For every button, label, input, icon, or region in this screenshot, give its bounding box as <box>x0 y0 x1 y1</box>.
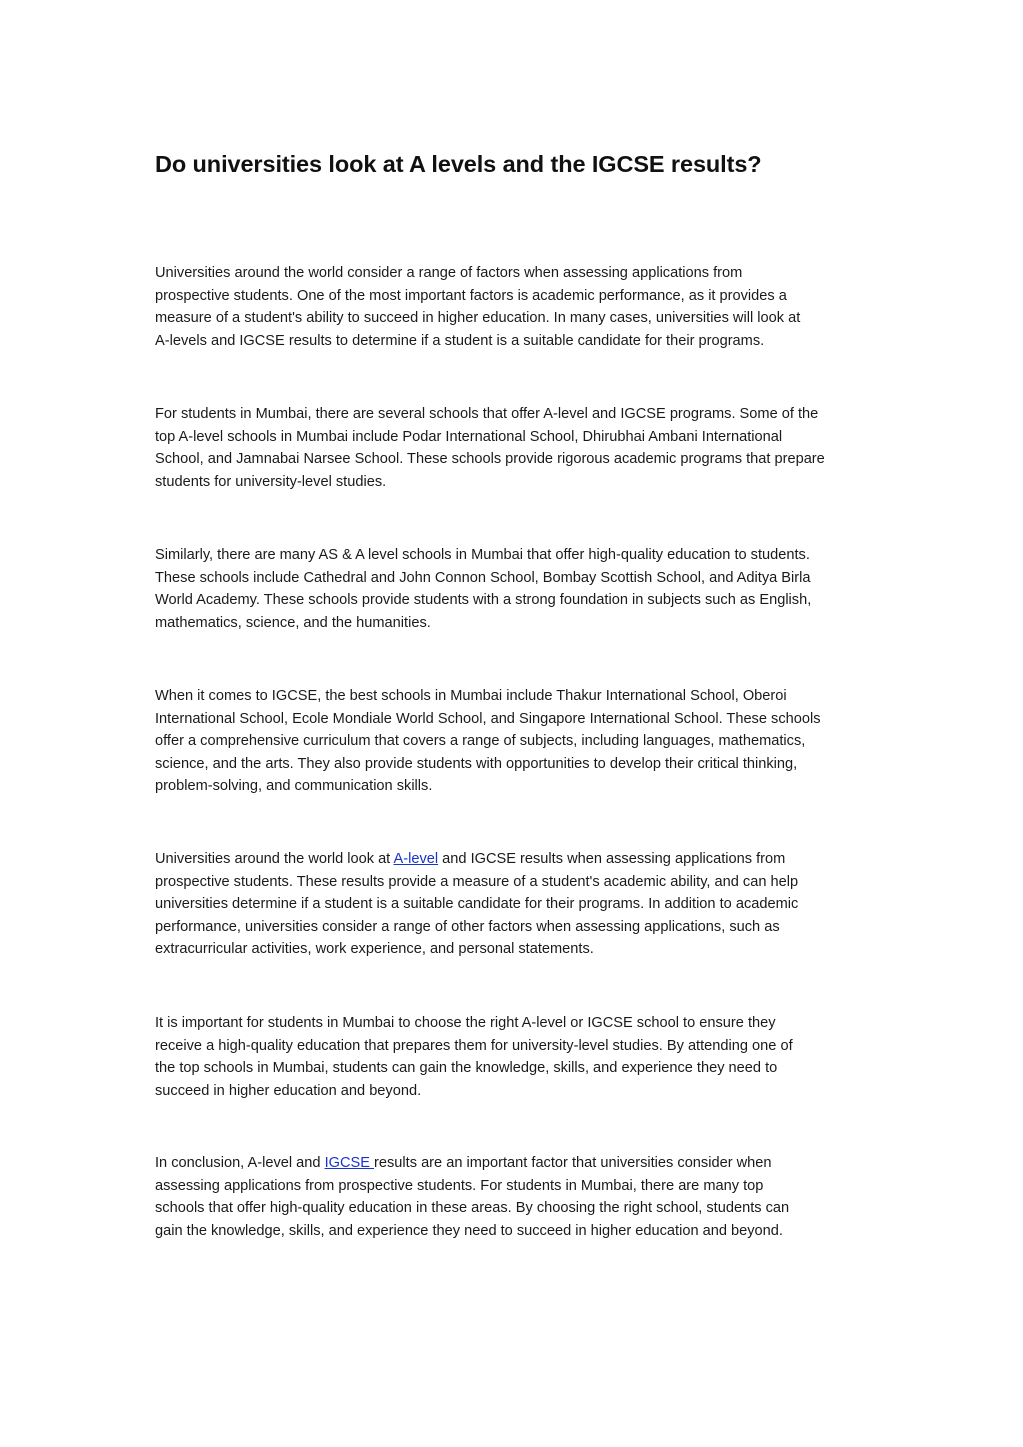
paragraph-line: measure of a student's ability to succeed in higher education. In many cases, universities will look at <box>155 310 801 327</box>
paragraph-line: universities determine if a student is a suitable candidate for their programs. In addition to academic <box>155 896 799 913</box>
paragraph-line: students for university-level studies. <box>155 473 387 490</box>
paragraph-line: receive a high-quality education that prepares them for university-level studies. By attending one of <box>155 1037 793 1054</box>
paragraph-igcse-schools <box>155 685 877 798</box>
paragraph-text: results are an important factor that universities consider when <box>374 1155 772 1171</box>
paragraph-line: For students in Mumbai, there are several schools that offer A-level and IGCSE programs. Some of the <box>155 406 819 422</box>
paragraph-line: When it comes to IGCSE, the best schools in Mumbai include Thakur International School, Oberoi <box>155 688 787 704</box>
paragraph-line: World Academy. These schools provide students with a strong foundation in subjects such as English, <box>155 592 812 609</box>
paragraph-a-level-schools <box>155 403 877 493</box>
paragraph-line: These schools include Cathedral and John Connon School, Bombay Scottish School, and Aditya Birla <box>155 569 811 586</box>
paragraph-line: International School, Ecole Mondiale World School, and Singapore International School. These schools <box>155 710 821 727</box>
paragraph-line: Universities around the world consider a range of factors when assessing applications from <box>155 265 743 281</box>
paragraph-text: Universities around the world look at <box>155 851 394 867</box>
paragraph-line: assessing applications from prospective students. For students in Mumbai, there are many top <box>155 1177 764 1194</box>
paragraph-line: gain the knowledge, skills, and experience they need to succeed in higher education and beyond. <box>155 1222 783 1239</box>
paragraph-universities-look <box>155 848 877 961</box>
paragraph-line: prospective students. These results provide a measure of a student's academic ability, and can help <box>155 873 799 890</box>
paragraph-line <box>155 848 877 871</box>
paragraph-line: performance, universities consider a range of other factors when assessing applications, such as <box>155 918 780 935</box>
paragraph-line: prospective students. One of the most important factors is academic performance, as it provides a <box>155 287 787 304</box>
paragraph-as-a-level-schools <box>155 544 877 634</box>
paragraph-line: Similarly, there are many AS & A level schools in Mumbai that offer high-quality education to students. <box>155 547 810 563</box>
paragraph-line: It is important for students in Mumbai to choose the right A-level or IGCSE school to ensure they <box>155 1015 776 1031</box>
paragraph-line: extracurricular activities, work experience, and personal statements. <box>155 941 594 958</box>
paragraph-conclusion <box>155 1152 877 1242</box>
a-level-link[interactable]: A-level <box>393 851 439 867</box>
paragraph-line: offer a comprehensive curriculum that covers a range of subjects, including languages, mathematics, <box>155 733 806 750</box>
paragraph-intro <box>155 262 877 352</box>
page-title: Do universities look at A levels and the IGCSE results? <box>155 151 762 177</box>
paragraph-line: A-levels and IGCSE results to determine if a student is a suitable candidate for their programs. <box>155 332 765 349</box>
paragraph-text: and IGCSE results when assessing applications from <box>438 851 786 867</box>
igcse-link[interactable]: IGCSE <box>324 1155 375 1171</box>
paragraph-line <box>155 1152 877 1175</box>
paragraph-line: top A-level schools in Mumbai include Podar International School, Dhirubhai Ambani International <box>155 428 783 445</box>
paragraph-line: science, and the arts. They also provide students with opportunities to develop their critical thinking, <box>155 755 798 772</box>
paragraph-line: the top schools in Mumbai, students can gain the knowledge, skills, and experience they need to <box>155 1060 778 1077</box>
paragraph-line: School, and Jamnabai Narsee School. These schools provide rigorous academic programs that prepare <box>155 451 825 468</box>
paragraph-line: succeed in higher education and beyond. <box>155 1082 422 1099</box>
paragraph-line: schools that offer high-quality education in these areas. By choosing the right school, students can <box>155 1200 790 1217</box>
paragraph-line: mathematics, science, and the humanities. <box>155 614 431 631</box>
paragraph-line: problem-solving, and communication skills. <box>155 778 433 795</box>
paragraph-text: In conclusion, A-level and <box>155 1155 325 1171</box>
paragraph-choose-school <box>155 1012 877 1102</box>
